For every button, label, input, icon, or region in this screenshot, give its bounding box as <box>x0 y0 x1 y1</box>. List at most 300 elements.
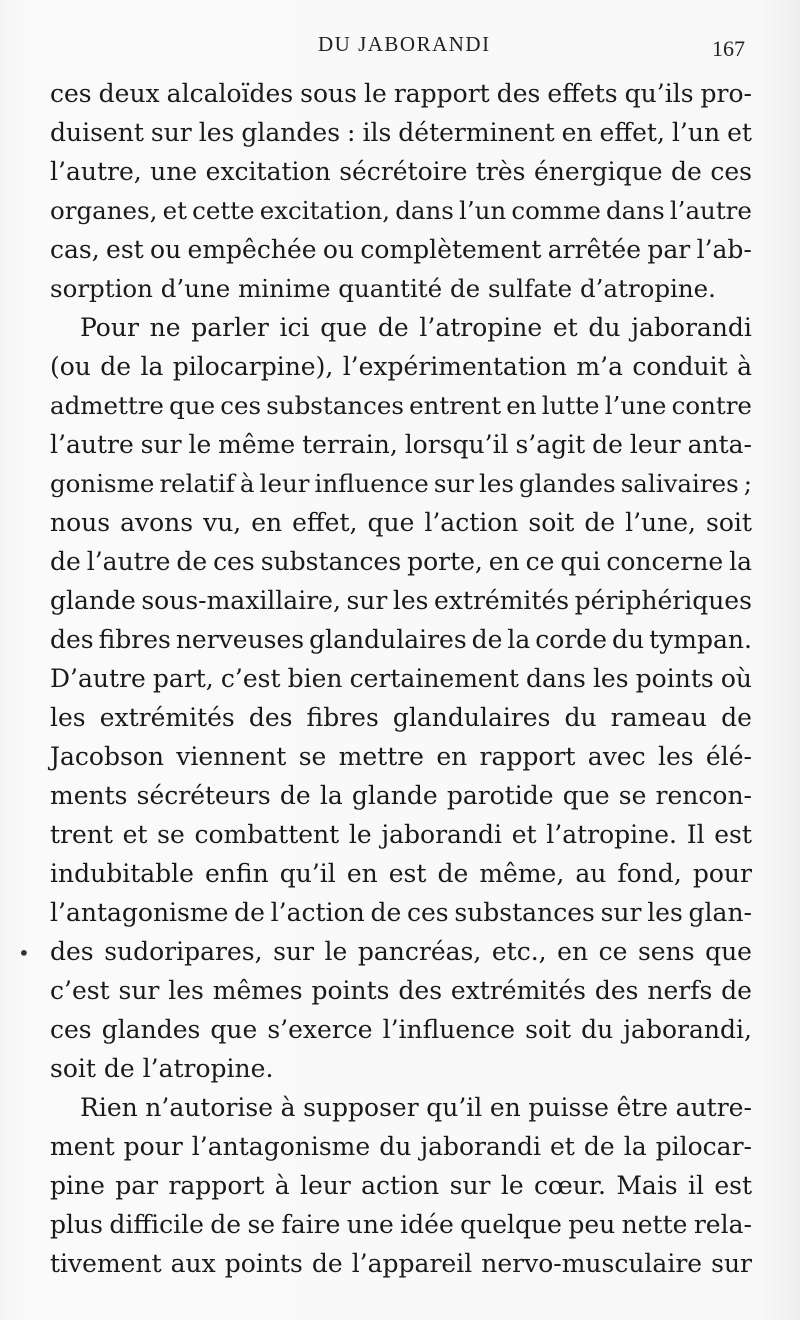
word: mêmes <box>212 976 303 1005</box>
word: ces <box>407 898 449 927</box>
word: nervo-musculaire <box>481 1249 703 1278</box>
word: complètement <box>360 235 542 264</box>
word: d’atropine. <box>579 274 716 303</box>
word: ou <box>322 235 355 264</box>
word: qu’il <box>279 859 336 888</box>
text-line <box>50 1127 752 1166</box>
word: gonisme <box>50 469 155 498</box>
word: de <box>437 859 469 888</box>
word: par <box>115 1171 159 1200</box>
word: avons <box>120 508 194 537</box>
word: par <box>647 235 691 264</box>
word: points <box>224 1249 303 1278</box>
word: parotide <box>446 781 554 810</box>
word: rela- <box>693 1210 752 1239</box>
word: tympan. <box>649 625 752 654</box>
word: extrémités <box>450 976 586 1005</box>
word: à <box>274 1171 290 1200</box>
word: les <box>592 664 629 693</box>
text-line <box>50 815 752 854</box>
word: de <box>583 1132 615 1161</box>
word: mettre <box>338 742 424 771</box>
word: s’agit <box>515 430 586 459</box>
word: où <box>720 664 752 693</box>
word: extrémités <box>99 703 235 732</box>
word: duisent <box>50 118 144 147</box>
text-line <box>50 230 752 269</box>
word: jaborandi, <box>623 1015 752 1044</box>
word: glan- <box>688 898 752 927</box>
word: leur <box>259 469 310 498</box>
word: sur <box>449 1171 491 1200</box>
word: pilocarpine), <box>172 352 334 381</box>
word: de <box>471 625 503 654</box>
text-line <box>50 1205 752 1244</box>
word: substances <box>260 547 402 576</box>
text-line <box>50 854 752 893</box>
word: des <box>248 703 293 732</box>
word: du <box>612 625 645 654</box>
text-line <box>50 113 752 152</box>
word: ces <box>213 547 255 576</box>
word: indubitable <box>50 859 194 888</box>
word: peu <box>568 1210 616 1239</box>
word: est <box>714 1171 752 1200</box>
word: de <box>103 1054 135 1083</box>
word: cette <box>192 196 255 225</box>
word: qu’ils <box>624 79 694 108</box>
word: la <box>507 625 531 654</box>
text-line <box>50 1010 752 1049</box>
word: sur <box>711 1249 752 1278</box>
word: excitation <box>205 157 331 186</box>
word: l’un <box>459 196 507 225</box>
word: des <box>594 976 639 1005</box>
word: de <box>279 781 311 810</box>
word: effets <box>547 79 618 108</box>
word: quantité <box>338 274 443 303</box>
word: nous <box>50 508 111 537</box>
word: se <box>157 820 185 849</box>
word: et <box>550 1132 575 1161</box>
word: et <box>727 118 752 147</box>
word: ces <box>220 391 262 420</box>
word: l’action <box>424 508 519 537</box>
word: est <box>106 235 144 264</box>
word: aux <box>170 1249 216 1278</box>
text-line <box>50 581 752 620</box>
word: une <box>150 157 198 186</box>
word: soit <box>528 508 575 537</box>
word: de <box>671 157 702 186</box>
word: jaborandi <box>420 1132 541 1161</box>
word: de <box>370 898 402 927</box>
word: très <box>475 157 526 186</box>
text-line <box>50 152 752 191</box>
word: glandes <box>241 118 341 147</box>
text-line <box>50 932 752 971</box>
word: faire <box>281 1210 341 1239</box>
word: ce <box>598 937 628 966</box>
word: de <box>234 898 265 927</box>
word: et <box>511 820 537 849</box>
word: combattent <box>194 820 340 849</box>
word: l’ab- <box>696 235 752 264</box>
word: que <box>562 781 610 810</box>
word: nette <box>621 1210 688 1239</box>
word: puisse <box>528 1093 609 1122</box>
word: bien <box>287 664 343 693</box>
word: sur <box>140 430 182 459</box>
word: organes, <box>50 196 158 225</box>
word: se <box>247 1210 276 1239</box>
word: m’a <box>576 352 623 381</box>
word: alcaloïdes <box>166 79 294 108</box>
text-line <box>50 659 752 698</box>
word: des <box>50 937 94 966</box>
word: que <box>705 937 752 966</box>
word: en <box>488 547 520 576</box>
word: dans <box>395 196 454 225</box>
word: sens <box>637 937 695 966</box>
word: ; <box>743 469 752 498</box>
word: sur <box>600 898 642 927</box>
word: est <box>388 859 427 888</box>
word: autre- <box>675 1093 752 1122</box>
word: action <box>361 1171 440 1200</box>
word: lutte <box>541 391 600 420</box>
word: le <box>348 820 372 849</box>
word: en <box>561 118 593 147</box>
word: de <box>721 703 752 732</box>
word: relatif <box>159 469 235 498</box>
word: sous-maxillaire, <box>141 586 341 615</box>
word: l’antagonisme <box>191 1132 371 1161</box>
word: la <box>319 781 343 810</box>
text-line <box>50 542 752 581</box>
word: pour <box>123 1132 183 1161</box>
word: salivaires <box>620 469 739 498</box>
word: à <box>239 469 255 498</box>
text-line <box>50 1049 752 1088</box>
word: jaborandi <box>381 820 503 849</box>
word: n’autorise <box>145 1093 274 1122</box>
word: se <box>298 742 327 771</box>
page-header <box>0 30 800 62</box>
word: des <box>496 79 541 108</box>
word: que <box>320 313 368 342</box>
word: pine <box>50 1171 105 1200</box>
text-line <box>50 386 752 425</box>
word: le <box>500 1171 524 1200</box>
word: que <box>367 508 415 537</box>
word: l’un <box>671 118 721 147</box>
word: lorsqu’il <box>404 430 509 459</box>
word: Rien <box>80 1093 138 1122</box>
running-head: DU JABORANDI <box>318 32 491 56</box>
word: glandes <box>518 469 616 498</box>
word: sur <box>346 586 388 615</box>
word: D’autre <box>50 664 146 693</box>
word: substances <box>266 391 404 420</box>
word: jaborandi <box>631 313 752 342</box>
word: à <box>280 1093 296 1122</box>
word: difficile <box>109 1210 204 1239</box>
text-line <box>50 74 752 113</box>
word: même, <box>479 859 565 888</box>
word: admettre <box>50 391 164 420</box>
word: en <box>489 1093 521 1122</box>
word: ments <box>50 781 128 810</box>
word: l’autre <box>50 430 134 459</box>
word: glande <box>50 586 136 615</box>
word: soit <box>50 1054 96 1083</box>
text-line <box>50 971 752 1010</box>
word: ou <box>150 235 182 264</box>
word: Il <box>686 820 705 849</box>
word: sécréteurs <box>136 781 271 810</box>
word: (ou <box>50 352 91 381</box>
word: sécrétoire <box>339 157 468 186</box>
word: porte, <box>407 547 483 576</box>
text-line <box>50 347 752 386</box>
word: pour <box>692 859 752 888</box>
word: rapport <box>479 742 576 771</box>
word: la <box>140 352 164 381</box>
word: ces <box>50 1015 92 1044</box>
word: idée <box>400 1210 454 1239</box>
word: de <box>311 1249 343 1278</box>
body-text <box>50 74 752 1283</box>
word: les <box>50 703 86 732</box>
word: enfin <box>205 859 269 888</box>
word: l’expérimentation <box>342 352 568 381</box>
word: nerfs <box>647 976 713 1005</box>
word: de <box>210 1210 242 1239</box>
word: glandulaires <box>309 625 467 654</box>
word: sous <box>300 79 357 108</box>
word: de <box>50 547 81 576</box>
word: de <box>100 352 132 381</box>
word: part, <box>152 664 214 693</box>
word: cas, <box>50 235 100 264</box>
word: de <box>449 274 481 303</box>
word: points <box>311 976 390 1005</box>
word: terrain, <box>302 430 398 459</box>
word: soit <box>705 508 752 537</box>
word: de <box>592 430 623 459</box>
word: ces <box>50 79 92 108</box>
word: leur <box>299 1171 351 1200</box>
word: concerne <box>606 547 724 576</box>
text-line <box>50 893 752 932</box>
word: il <box>687 1171 704 1200</box>
word: l’une <box>604 391 667 420</box>
word: même <box>218 430 296 459</box>
word: l’autre, <box>50 157 142 186</box>
word: trent <box>50 820 113 849</box>
word: sur <box>433 469 474 498</box>
word: sorption <box>50 274 153 303</box>
text-line <box>50 737 752 776</box>
word: l’autre <box>86 547 171 576</box>
word: rapport <box>168 1171 265 1200</box>
word: ne <box>149 313 181 342</box>
word: pilocar- <box>655 1132 752 1161</box>
word: le <box>364 79 387 108</box>
word: sur <box>150 118 192 147</box>
word: ment <box>50 1132 115 1161</box>
word: en <box>506 391 537 420</box>
word: les <box>647 898 683 927</box>
word: glandes <box>101 1015 201 1044</box>
word: quelque <box>460 1210 562 1239</box>
word: etc., <box>491 937 547 966</box>
word: qu’il <box>426 1093 483 1122</box>
word: les <box>478 469 514 498</box>
word: rameau <box>610 703 708 732</box>
page-number: 167 <box>712 36 745 61</box>
word: d’une <box>160 274 231 303</box>
word: fond, <box>617 859 682 888</box>
word: de <box>377 313 409 342</box>
word: qui <box>560 547 601 576</box>
text-line <box>50 503 752 542</box>
word: effet, <box>292 508 358 537</box>
word: en <box>557 937 589 966</box>
word: Jacobson <box>50 742 164 771</box>
word: empêchée <box>187 235 317 264</box>
word: les <box>392 586 429 615</box>
word: anta- <box>687 430 752 459</box>
word: que <box>210 1015 258 1044</box>
word: ces <box>710 157 752 186</box>
word: avec <box>587 742 646 771</box>
word: l’action <box>270 898 365 927</box>
word: glandulaires <box>392 703 551 732</box>
text-line <box>50 308 752 347</box>
word: supposer <box>303 1093 419 1122</box>
word: cœur. <box>533 1171 606 1200</box>
word: les <box>198 118 235 147</box>
word: une <box>346 1210 394 1239</box>
word: périphériques <box>574 586 752 615</box>
text-line <box>50 1166 752 1205</box>
text-line <box>50 776 752 815</box>
word: l’une, <box>625 508 696 537</box>
word: et <box>122 820 148 849</box>
word: en <box>251 508 283 537</box>
word: Mais <box>616 1171 678 1200</box>
word: : <box>347 118 356 147</box>
word: des <box>50 625 94 654</box>
word: du <box>581 1015 614 1044</box>
word: vu, <box>203 508 242 537</box>
word: pancréas, <box>357 937 482 966</box>
text-line <box>50 1244 752 1283</box>
word: que <box>169 391 216 420</box>
word: entrent <box>409 391 502 420</box>
word: rencon- <box>655 781 752 810</box>
word: conduit <box>632 352 728 381</box>
text-line <box>50 698 752 737</box>
word: fibres <box>306 703 379 732</box>
word: ici <box>279 313 310 342</box>
text-line <box>50 1088 752 1127</box>
word: les <box>168 976 204 1005</box>
word: contre <box>671 391 752 420</box>
word: plus <box>50 1210 103 1239</box>
word: l’atropine. <box>142 1054 274 1083</box>
word: des <box>398 976 443 1005</box>
word: se <box>618 781 647 810</box>
word: viennent <box>176 742 287 771</box>
text-line <box>50 464 752 503</box>
word: extrémités <box>434 586 570 615</box>
word: tivement <box>50 1249 162 1278</box>
word: pro- <box>700 79 752 108</box>
word: c’est <box>220 664 281 693</box>
word: l’atropine <box>419 313 543 342</box>
word: du <box>564 703 597 732</box>
word: l’influence <box>382 1015 516 1044</box>
word: substances <box>454 898 595 927</box>
word: ce <box>525 547 555 576</box>
word: nerveuses <box>175 625 305 654</box>
word: en <box>346 859 378 888</box>
word: corde <box>535 625 608 654</box>
word: le <box>324 937 348 966</box>
word: de <box>176 547 208 576</box>
word: les <box>657 742 694 771</box>
word: dans <box>606 196 665 225</box>
text-line <box>50 269 752 308</box>
word: Pour <box>80 313 139 342</box>
text-line <box>50 191 752 230</box>
word: l’autre <box>669 196 752 225</box>
text-line <box>50 620 752 659</box>
word: sur <box>118 976 160 1005</box>
word: et <box>552 313 578 342</box>
word: excitation, <box>259 196 391 225</box>
word: glande <box>351 781 438 810</box>
word: ils <box>362 118 392 147</box>
text-line <box>50 425 752 464</box>
margin-mark: • <box>18 941 30 965</box>
word: l’appareil <box>351 1249 473 1278</box>
word: au <box>575 859 607 888</box>
word: du <box>379 1132 412 1161</box>
word: être <box>616 1093 669 1122</box>
word: parler <box>191 313 269 342</box>
word: certainement <box>349 664 519 693</box>
word: la <box>729 547 752 576</box>
word: effet, <box>599 118 665 147</box>
word: la <box>623 1132 647 1161</box>
word: énergique <box>534 157 663 186</box>
word: déterminent <box>398 118 555 147</box>
word: comme <box>511 196 601 225</box>
word: de <box>721 976 752 1005</box>
word: s’exerce <box>267 1015 373 1044</box>
word: sulfate <box>487 274 573 303</box>
word: sur <box>273 937 314 966</box>
word: dans <box>525 664 586 693</box>
word: et <box>162 196 187 225</box>
word: à <box>737 352 752 381</box>
word: fibres <box>98 625 171 654</box>
word: le <box>188 430 212 459</box>
